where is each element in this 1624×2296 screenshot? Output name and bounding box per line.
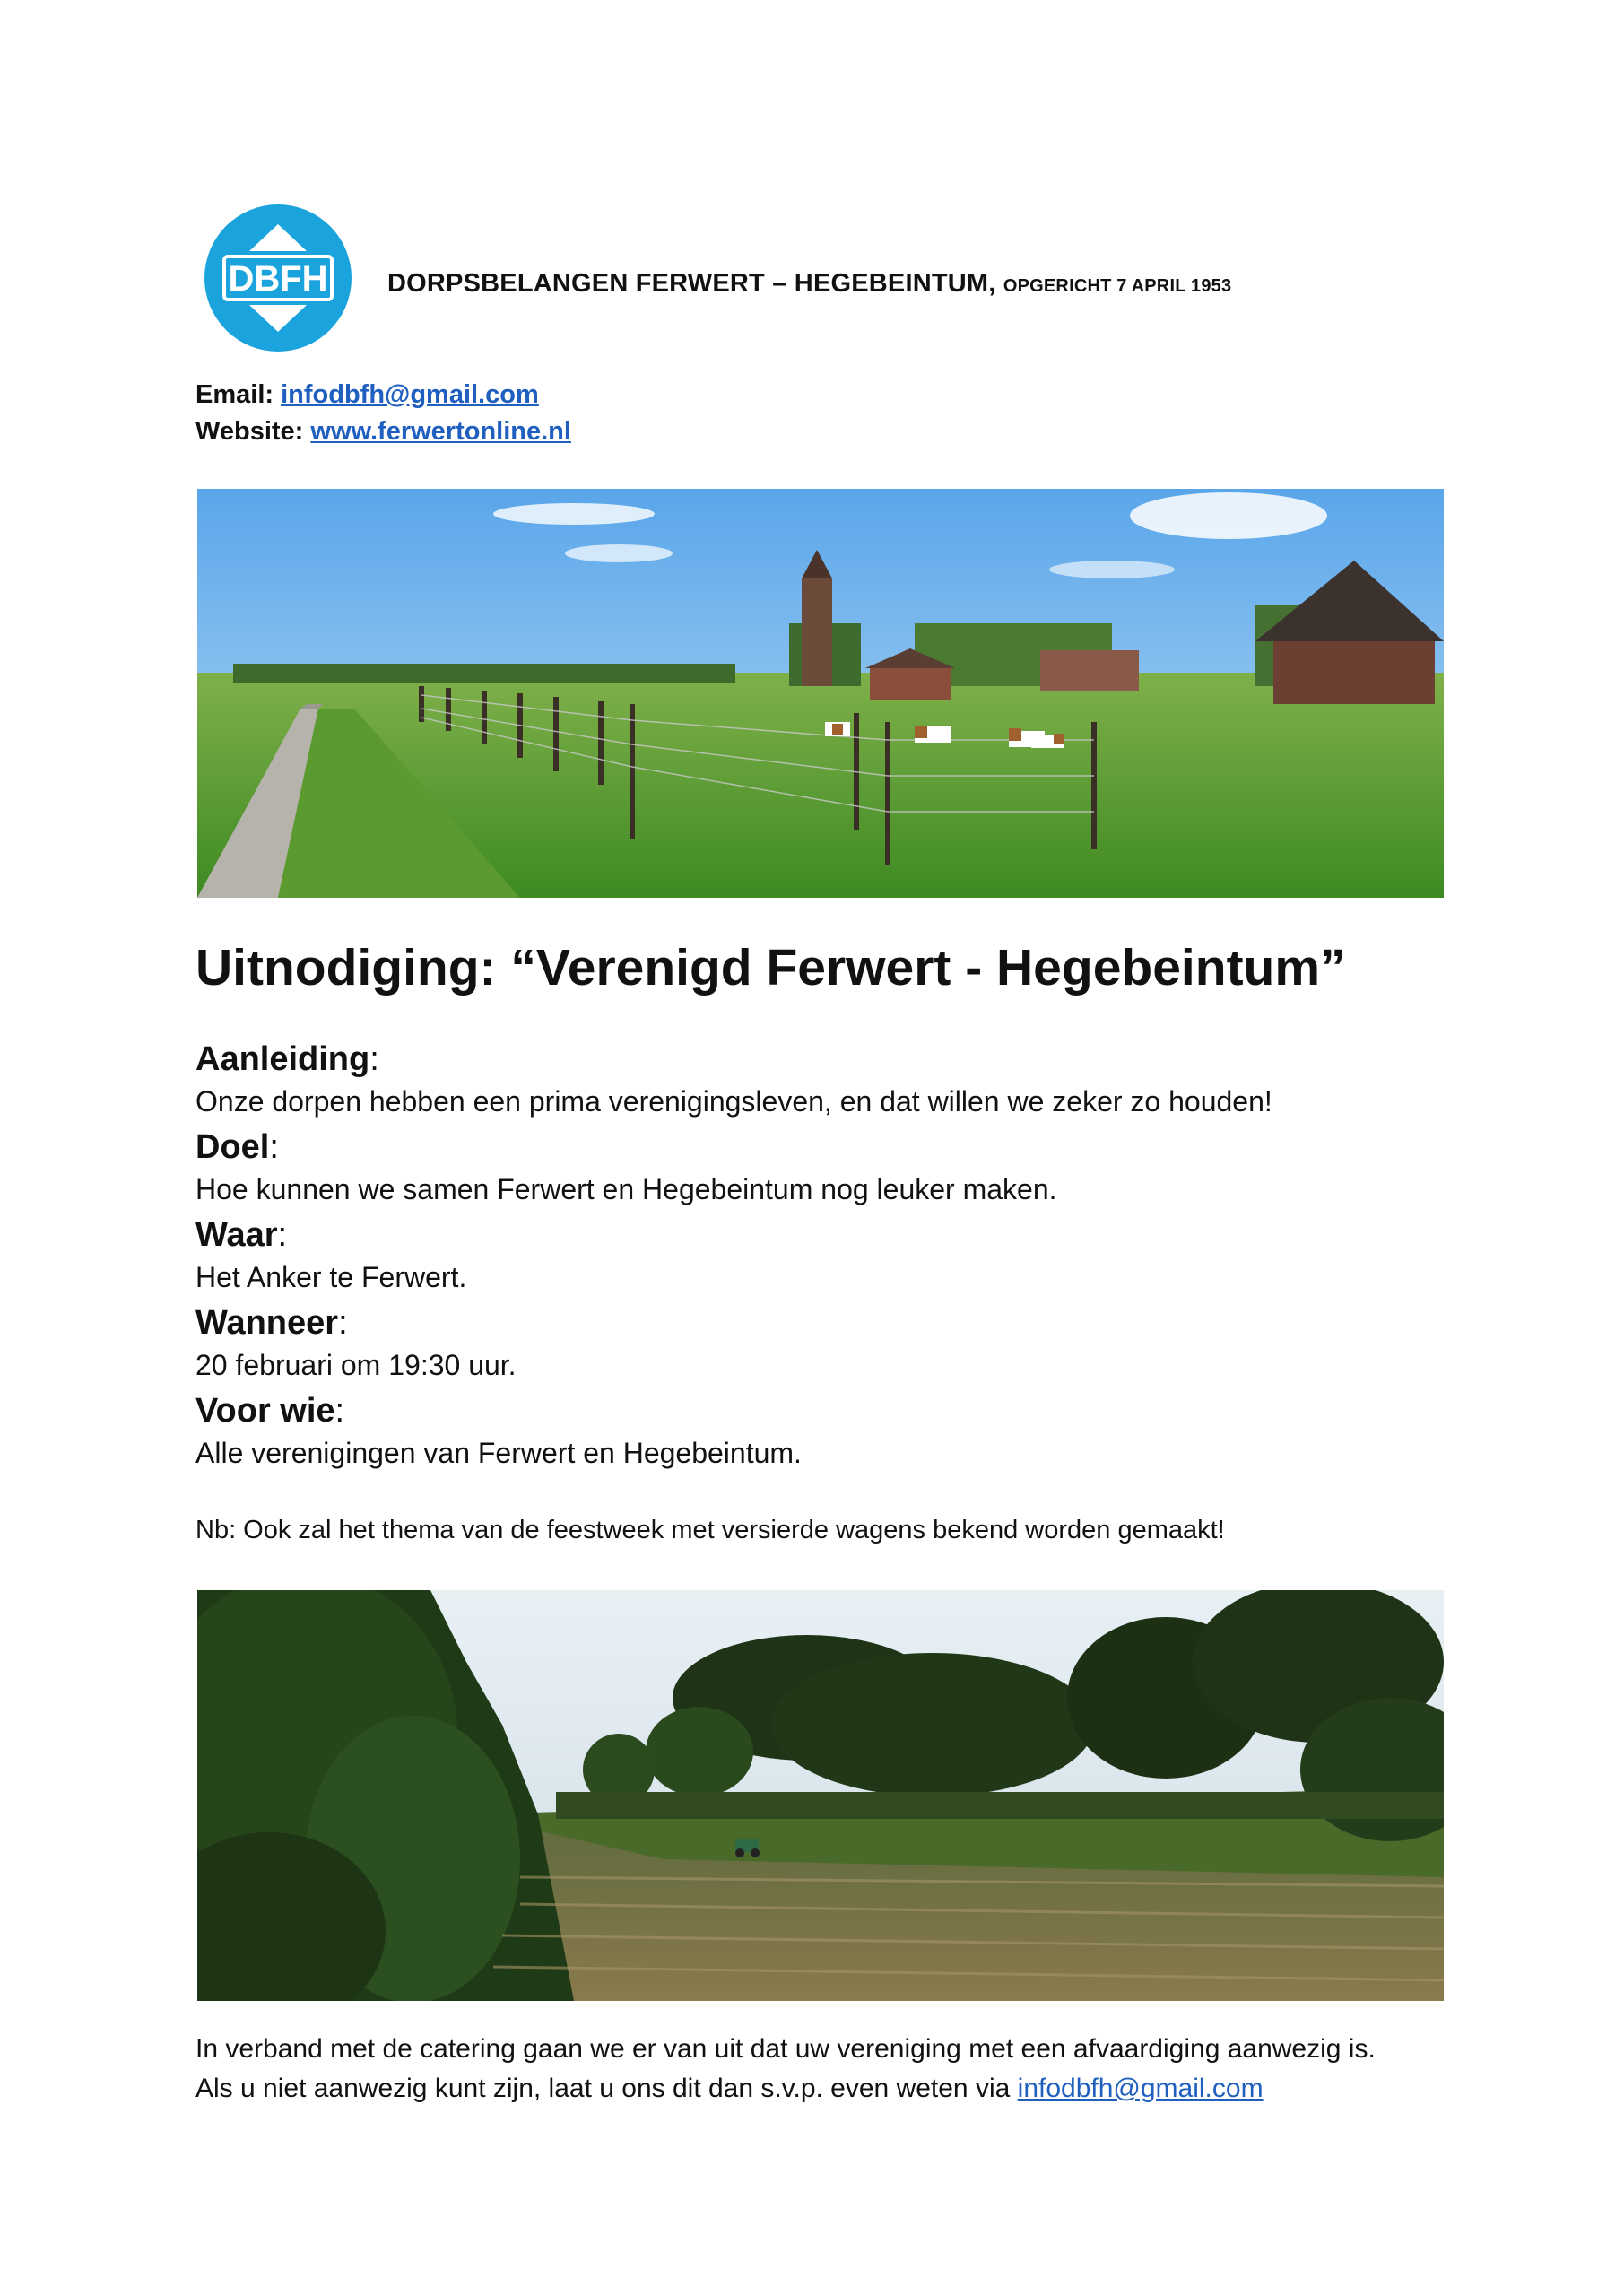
section-text-wanneer: 20 februari om 19:30 uur. <box>195 1349 517 1381</box>
section-heading-voor-wie: Voor wie: <box>195 1392 345 1430</box>
org-name-text: DORPSBELANGEN FERWERT – HEGEBEINTUM, <box>387 269 996 298</box>
section-heading-aanleiding: Aanleiding: <box>195 1040 379 1078</box>
section-text-waar: Het Anker te Ferwert. <box>195 1261 467 1293</box>
section-text-doel: Hoe kunnen we samen Ferwert en Hegebeintum nog leuker maken. <box>195 1173 1057 1205</box>
organization-name <box>387 269 1231 299</box>
footer-line-2-text: Als u niet aanwezig kunt zijn, laat u ons dit dan s.v.p. even weten via <box>195 2074 1011 2103</box>
page-title: Uitnodiging: “Verenigd Ferwert - Hegebeintum” <box>195 939 1346 996</box>
section-heading-doel: Doel: <box>195 1128 279 1166</box>
logo-text: DBFH <box>228 259 328 299</box>
village-landscape-photo <box>197 489 1444 898</box>
website-link[interactable]: www.ferwertonline.nl <box>310 417 571 446</box>
footer-email-link[interactable]: infodbfh@gmail.com <box>1017 2074 1264 2103</box>
hayfield-photo <box>197 1590 1444 2001</box>
email-link[interactable]: infodbfh@gmail.com <box>281 380 539 409</box>
footer-line-1: In verband met de catering gaan we er van uit dat uw vereniging met een afvaardiging aanwezig is. <box>195 2034 1376 2064</box>
section-heading-waar: Waar: <box>195 1216 288 1254</box>
website-line <box>195 417 571 447</box>
footer-line-2 <box>195 2074 1264 2104</box>
email-label: Email: <box>195 380 274 409</box>
section-text-voor-wie: Alle verenigingen van Ferwert en Hegebeintum. <box>195 1437 802 1469</box>
founded-text: OPGERICHT 7 APRIL 1953 <box>1003 276 1232 296</box>
section-heading-wanneer: Wanneer: <box>195 1304 348 1342</box>
note-text: Nb: Ook zal het thema van de feestweek met versierde wagens bekend worden gemaakt! <box>195 1516 1225 1544</box>
dbfh-logo <box>204 204 352 352</box>
email-line <box>195 380 539 410</box>
section-text-aanleiding: Onze dorpen hebben een prima verenigingsleven, en dat willen we zeker zo houden! <box>195 1085 1272 1118</box>
website-label: Website: <box>195 417 304 446</box>
